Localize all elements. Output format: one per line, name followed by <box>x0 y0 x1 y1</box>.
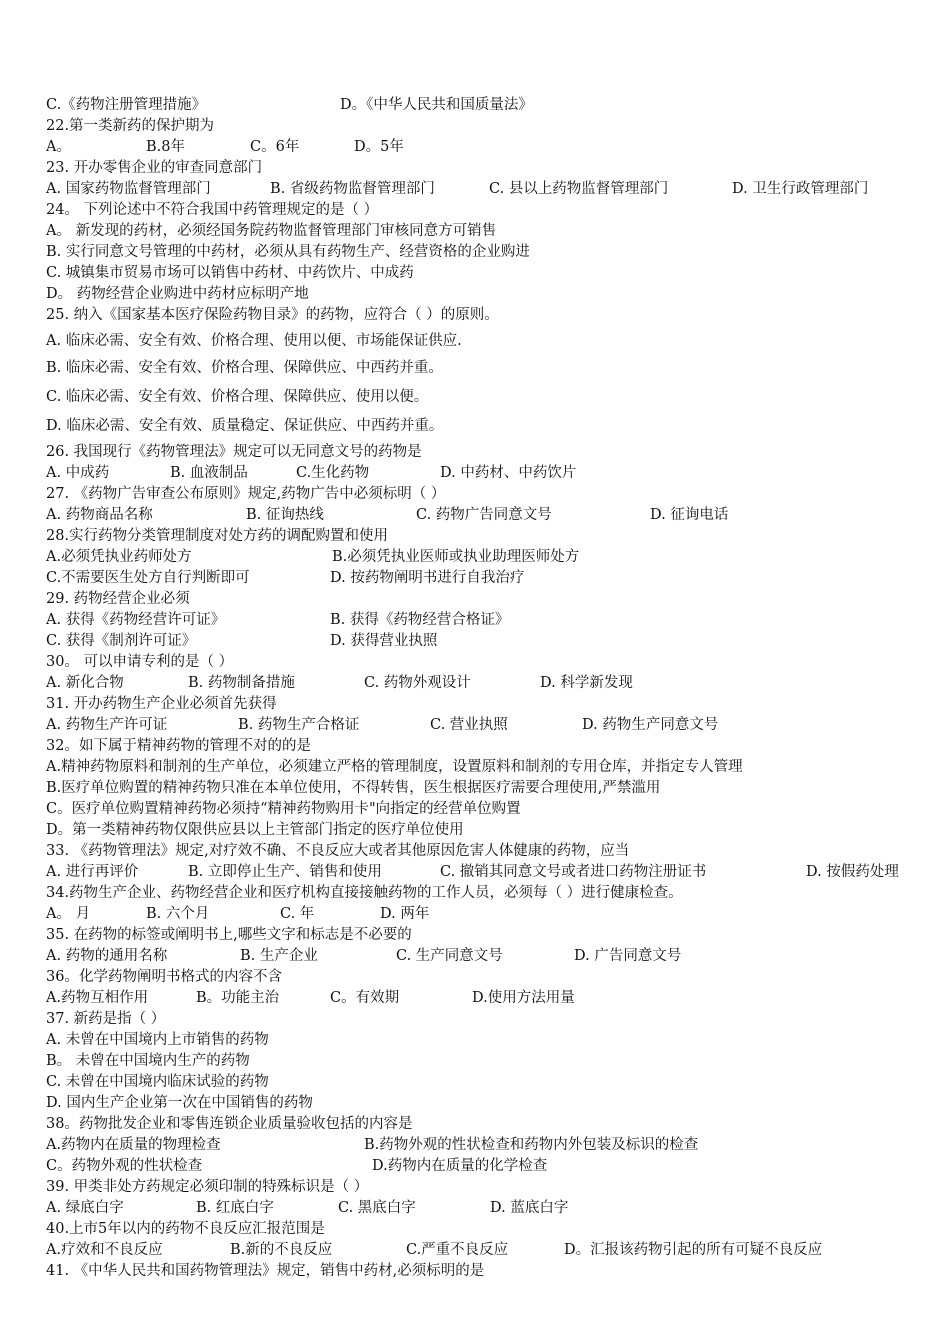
option-text: A. 进行再评价 <box>46 864 139 880</box>
question-text: 27. 《药物广告审查公布原则》规定,药物广告中必须标明（ ） <box>46 486 446 502</box>
option-text: D。汇报该药物引起的所有可疑不良反应 <box>564 1242 823 1258</box>
option-text: C. 药物广告同意文号 <box>416 507 552 523</box>
option-row <box>46 610 920 630</box>
option-text: C.严重不良反应 <box>406 1242 509 1258</box>
question-text: 24。 下列论述中不符合我国中药管理规定的是（ ） <box>46 202 379 218</box>
option-text: D. 中药材、中药饮片 <box>440 465 577 481</box>
question-text: 26. 我国现行《药物管理法》规定可以无同意文号的药物是 <box>46 444 422 460</box>
option-text: C. 获得《制剂许可证》 <box>46 633 197 649</box>
question-text: 25. 纳入《国家基本医疗保险药物目录》的药物，应符合（ ）的原则。 <box>46 307 499 323</box>
option-text: D。《中华人民共和国质量法》 <box>340 97 533 113</box>
option-row <box>46 715 920 735</box>
option-text: B。功能主治 <box>196 990 280 1006</box>
option-row <box>46 463 920 483</box>
option-text: B. 实行同意文号管理的中药材，必须从具有药物生产、经营资格的企业购进 <box>46 244 530 260</box>
option-row <box>46 1198 920 1218</box>
question-text: 41. 《中华人民共和国药物管理法》规定，销售中药材,必须标明的是 <box>46 1263 485 1279</box>
question-text: 39. 甲类非处方药规定必须印制的特殊标识是（ ） <box>46 1179 369 1195</box>
question-text: 30。 可以申请专利的是（ ） <box>46 654 234 670</box>
option-text: C. 生产同意文号 <box>396 948 503 964</box>
option-text: D. 卫生行政管理部门 <box>732 181 869 197</box>
option-text: A.精神药物原料和制剂的生产单位，必须建立严格的管理制度，设置原料和制剂的专用仓库，并指定专人管理 <box>46 759 743 775</box>
option-text: C. 未曾在中国境内临床试验的药物 <box>46 1074 269 1090</box>
option-text: A.药物互相作用 <box>46 990 149 1006</box>
option-text: B. 药物生产合格证 <box>238 717 360 733</box>
option-text: D. 广告同意文号 <box>574 948 682 964</box>
option-text: D. 科学新发现 <box>540 675 633 691</box>
question-text: 40.上市5年以内的药物不良反应汇报范围是 <box>46 1221 325 1237</box>
option-text: D. 临床必需、安全有效、质量稳定、保证供应、中西药并重。 <box>46 418 444 434</box>
option-row <box>46 568 920 588</box>
question-text: 29. 药物经营企业必须 <box>46 591 190 607</box>
option-text: B. 六个月 <box>146 906 210 922</box>
option-text: D. 蓝底白字 <box>490 1200 569 1216</box>
option-text: A。 新发现的药材，必须经国务院药物监督管理部门审核同意方可销售 <box>46 223 497 239</box>
question-text: 37. 新药是指（ ） <box>46 1011 166 1027</box>
option-text: C。药物外观的性状检查 <box>46 1158 203 1174</box>
option-row <box>46 1240 920 1260</box>
question-text: 34.药物生产企业、药物经营企业和医疗机构直接接触药物的工作人员，必须每（ ）进行健康检查。 <box>46 885 683 901</box>
option-text: C. 城镇集市贸易市场可以销售中药材、中药饮片、中成药 <box>46 265 414 281</box>
option-text: B. 临床必需、安全有效、价格合理、保障供应、中西药并重。 <box>46 360 443 376</box>
option-row <box>46 505 920 525</box>
option-text: B. 生产企业 <box>240 948 318 964</box>
question-text: 28.实行药物分类管理制度对处方药的调配购置和使用 <box>46 528 389 544</box>
option-text: A. 国家药物监督管理部门 <box>46 181 211 197</box>
option-text: D. 药物生产同意文号 <box>582 717 719 733</box>
option-text: A. 获得《药物经营许可证》 <box>46 612 226 628</box>
option-text: D.使用方法用量 <box>472 990 575 1006</box>
option-text: B. 征询热线 <box>246 507 324 523</box>
option-text: B.8年 <box>146 139 185 155</box>
option-text: C. 营业执照 <box>430 717 508 733</box>
option-text: B. 血液制品 <box>170 465 248 481</box>
option-row <box>46 988 920 1008</box>
option-text: C. 县以上药物监督管理部门 <box>489 181 669 197</box>
question-text: 22.第一类新药的保护期为 <box>46 118 215 134</box>
option-text: C.《药物注册管理措施》 <box>46 97 207 113</box>
option-text: A. 绿底白字 <box>46 1200 124 1216</box>
question-text: 38。药物批发企业和零售连锁企业质量验收包括的内容是 <box>46 1116 413 1132</box>
option-row <box>46 631 920 651</box>
option-row <box>46 179 920 199</box>
option-text: D.药物内在质量的化学检查 <box>372 1158 548 1174</box>
option-row <box>46 904 920 924</box>
option-text: C. 黑底白字 <box>338 1200 416 1216</box>
option-row <box>46 862 920 882</box>
option-text: B.必须凭执业医师或执业助理医师处方 <box>332 549 580 565</box>
question-text: 36。化学药物阐明书格式的内容不含 <box>46 969 282 985</box>
question-text: 32。如下属于精神药物的管理不对的的是 <box>46 738 311 754</box>
option-text: B.药物外观的性状检查和药物内外包装及标识的检查 <box>364 1137 699 1153</box>
option-text: A. 中成药 <box>46 465 110 481</box>
question-text: 33. 《药物管理法》规定,对疗效不确、不良反应大或者其他原因危害人体健康的药物，应当 <box>46 843 630 859</box>
option-text: D。5年 <box>354 139 404 155</box>
option-text: B。 未曾在中国境内生产的药物 <box>46 1053 250 1069</box>
option-text: D。 药物经营企业购进中药材应标明产地 <box>46 286 309 302</box>
option-text: C. 年 <box>280 906 315 922</box>
option-text: A。 <box>46 139 71 155</box>
option-text: A.疗效和不良反应 <box>46 1242 163 1258</box>
option-row <box>46 1156 920 1176</box>
option-text: A. 未曾在中国境内上市销售的药物 <box>46 1032 269 1048</box>
option-text: A。 月 <box>46 906 91 922</box>
question-text: 35. 在药物的标签或阐明书上,哪些文字和标志是不必要的 <box>46 927 412 943</box>
option-text: C. 临床必需、安全有效、价格合理、保障供应、使用以便。 <box>46 389 429 405</box>
option-row <box>46 95 920 115</box>
option-text: C。医疗单位购置精神药物必须持“精神药物购用卡"向指定的经营单位购置 <box>46 801 521 817</box>
option-text: B. 红底白字 <box>196 1200 274 1216</box>
option-text: A. 新化合物 <box>46 675 124 691</box>
option-text: B. 立即停止生产、销售和使用 <box>188 864 382 880</box>
option-text: C.生化药物 <box>296 465 370 481</box>
option-text: D. 两年 <box>380 906 430 922</box>
option-text: D. 获得营业执照 <box>330 633 438 649</box>
option-text: D. 按假药处理 <box>806 864 899 880</box>
option-text: B. 药物制备措施 <box>188 675 295 691</box>
option-text: B. 获得《药物经营合格证》 <box>330 612 510 628</box>
option-text: D. 征询电话 <box>650 507 729 523</box>
question-text: 23. 开办零售企业的审查同意部门 <box>46 160 263 176</box>
option-text: C.不需要医生处方自行判断即可 <box>46 570 250 586</box>
option-text: C。6年 <box>250 139 300 155</box>
option-text: D。第一类精神药物仅限供应县以上主管部门指定的医疗单位使用 <box>46 822 464 838</box>
option-row <box>46 547 920 567</box>
option-text: C. 药物外观设计 <box>364 675 471 691</box>
option-text: A. 药物生产许可证 <box>46 717 168 733</box>
option-text: A.必须凭执业药师处方 <box>46 549 192 565</box>
question-text: 31. 开办药物生产企业必须首先获得 <box>46 696 277 712</box>
option-row <box>46 137 920 157</box>
option-row <box>46 673 920 693</box>
option-text: D. 国内生产企业第一次在中国销售的药物 <box>46 1095 313 1111</box>
option-text: A. 临床必需、安全有效、价格合理、使用以便、市场能保证供应. <box>46 333 462 349</box>
option-text: A.药物内在质量的物理检查 <box>46 1137 221 1153</box>
option-text: C. 撤销其同意文号或者进口药物注册证书 <box>440 864 707 880</box>
option-text: C。有效期 <box>330 990 400 1006</box>
option-text: D. 按药物阐明书进行自我治疗 <box>330 570 525 586</box>
option-text: B.医疗单位购置的精神药物只准在本单位使用，不得转售，医生根据医疗需要合理使用,严禁滥用 <box>46 780 661 796</box>
option-text: B. 省级药物监督管理部门 <box>270 181 435 197</box>
option-text: B.新的不良反应 <box>230 1242 333 1258</box>
option-row <box>46 946 920 966</box>
option-text: A. 药物的通用名称 <box>46 948 168 964</box>
option-row <box>46 1135 920 1155</box>
option-text: A. 药物商品名称 <box>46 507 153 523</box>
